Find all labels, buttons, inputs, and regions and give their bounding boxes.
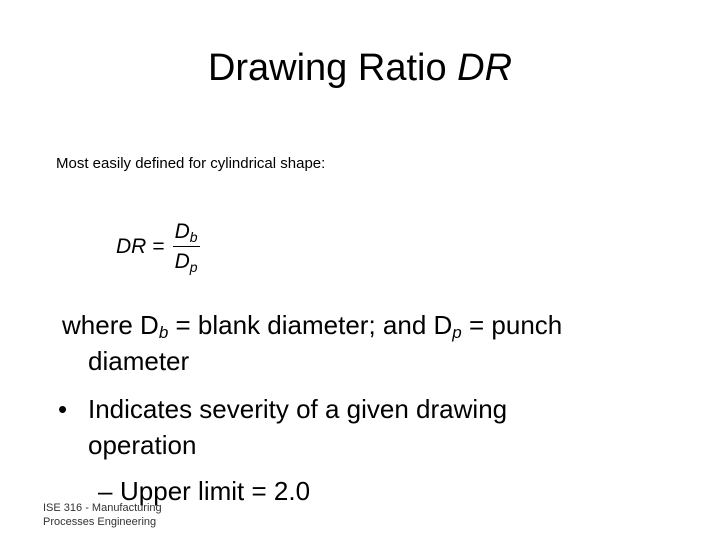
- formula-equals: =: [152, 235, 165, 258]
- where-line-continuation: diameter: [88, 346, 190, 376]
- formula-fraction: [173, 219, 200, 275]
- formula-numerator: [173, 219, 200, 245]
- drawing-ratio-formula: [116, 214, 200, 280]
- slide-title: [0, 42, 720, 94]
- where-sub-p: p: [452, 323, 462, 342]
- denominator-base: D: [174, 250, 190, 273]
- fraction-bar: [173, 246, 200, 247]
- where-sub-b: b: [158, 323, 169, 342]
- bullet-line-1: Indicates severity of a given drawing: [88, 394, 508, 424]
- intro-text: Most easily defined for cylindrical shape:: [56, 155, 326, 172]
- title-text: Drawing Ratio: [207, 47, 458, 89]
- footer-line-2: Processes Engineering: [43, 516, 157, 528]
- formula-lhs: DR: [116, 235, 147, 258]
- where-line: [62, 307, 562, 343]
- where-part1: where D: [62, 310, 159, 340]
- sub-bullet-text: Upper limit = 2.0: [120, 476, 311, 506]
- formula-denominator: [173, 249, 200, 275]
- title-symbol: DR: [457, 47, 513, 89]
- sub-bullet-marker: –: [98, 476, 113, 506]
- numerator-base: D: [174, 220, 190, 243]
- numerator-subscript: b: [189, 229, 198, 245]
- where-part2: = blank diameter; and D: [168, 310, 453, 340]
- denominator-subscript: p: [189, 259, 198, 275]
- slide-footer: [43, 501, 162, 529]
- bullet-marker: •: [58, 394, 68, 424]
- bullet-line-2: operation: [88, 430, 197, 460]
- where-part3: = punch: [461, 310, 563, 340]
- footer-line-1: ISE 316 - Manufacturing: [43, 502, 162, 514]
